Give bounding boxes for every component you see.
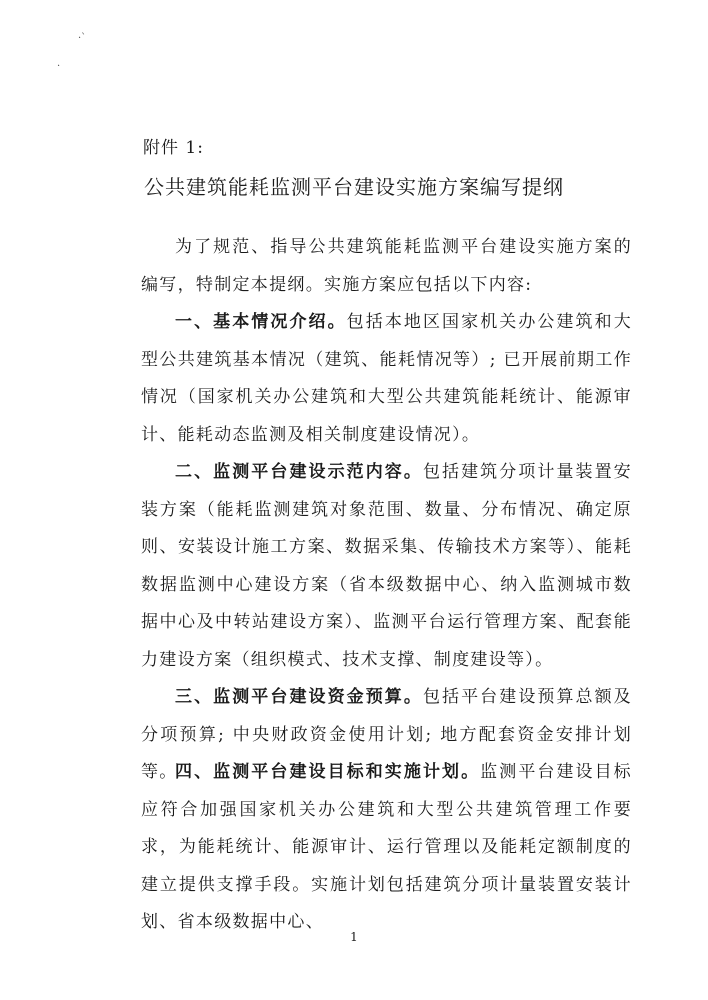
intro-paragraph [141, 229, 632, 304]
scan-mark-dots: ·ˋ [78, 33, 87, 44]
paragraph-heading: 二、监测平台建设示范内容。 [175, 462, 423, 482]
paragraph-body: 包括本地区国家机关办公建筑和大型公共建筑基本情况（建筑、能耗情况等）; 已开展前期工作情况（国家机关办公建筑和大型公共建筑能耗统计、能源审计、能耗动态监测及相关制度建设情况）。 [141, 312, 633, 445]
paragraph-heading: 三、监测平台建设资金预算。 [175, 687, 423, 707]
attachment-label: 附件 1: [143, 138, 204, 158]
paragraph-body: 包括建筑分项计量装置安装方案（能耗监测建筑对象范围、数量、分布情况、确定原则、安装设计施工方案、数据采集、传输技术方案等）、能耗数据监测中心建设方案（省本级数据中心、纳入监测城市数据中心及中转站建设方案）、监测平台运行管理方案、配套能力建设方案（组织模式、技术支撑、制度建设等）。 [141, 462, 632, 670]
scan-mark-dot: · [57, 61, 61, 72]
paragraph-body: 包括平台建设预算总额及分项预算; 中央财政资金使用计划; 地方配套资金安排计划等。 [141, 687, 632, 782]
paragraph-body: 为了规范、指导公共建筑能耗监测平台建设实施方案的编写，特制定本提纲。实施方案应包括以下内容: [141, 237, 632, 295]
section-demo-content [141, 454, 632, 679]
paragraph-heading: 四、监测平台建设目标和实施计划。 [175, 762, 481, 782]
section-goals-plan [141, 754, 632, 942]
page-number: 1 [350, 930, 358, 944]
section-basic-info [141, 304, 632, 454]
document-title: 公共建筑能耗监测平台建设实施方案编写提纲 [144, 175, 564, 199]
paragraph-body: 监测平台建设目标应符合加强国家机关办公建筑和大型公共建筑管理工作要求，为能耗统计、能源审计、运行管理以及能耗定额制度的建立提供支撑手段。实施计划包括建筑分项计量装置安装计划、省本级数据中心、 [141, 762, 632, 932]
paragraph-heading: 一、基本情况介绍。 [175, 312, 347, 332]
